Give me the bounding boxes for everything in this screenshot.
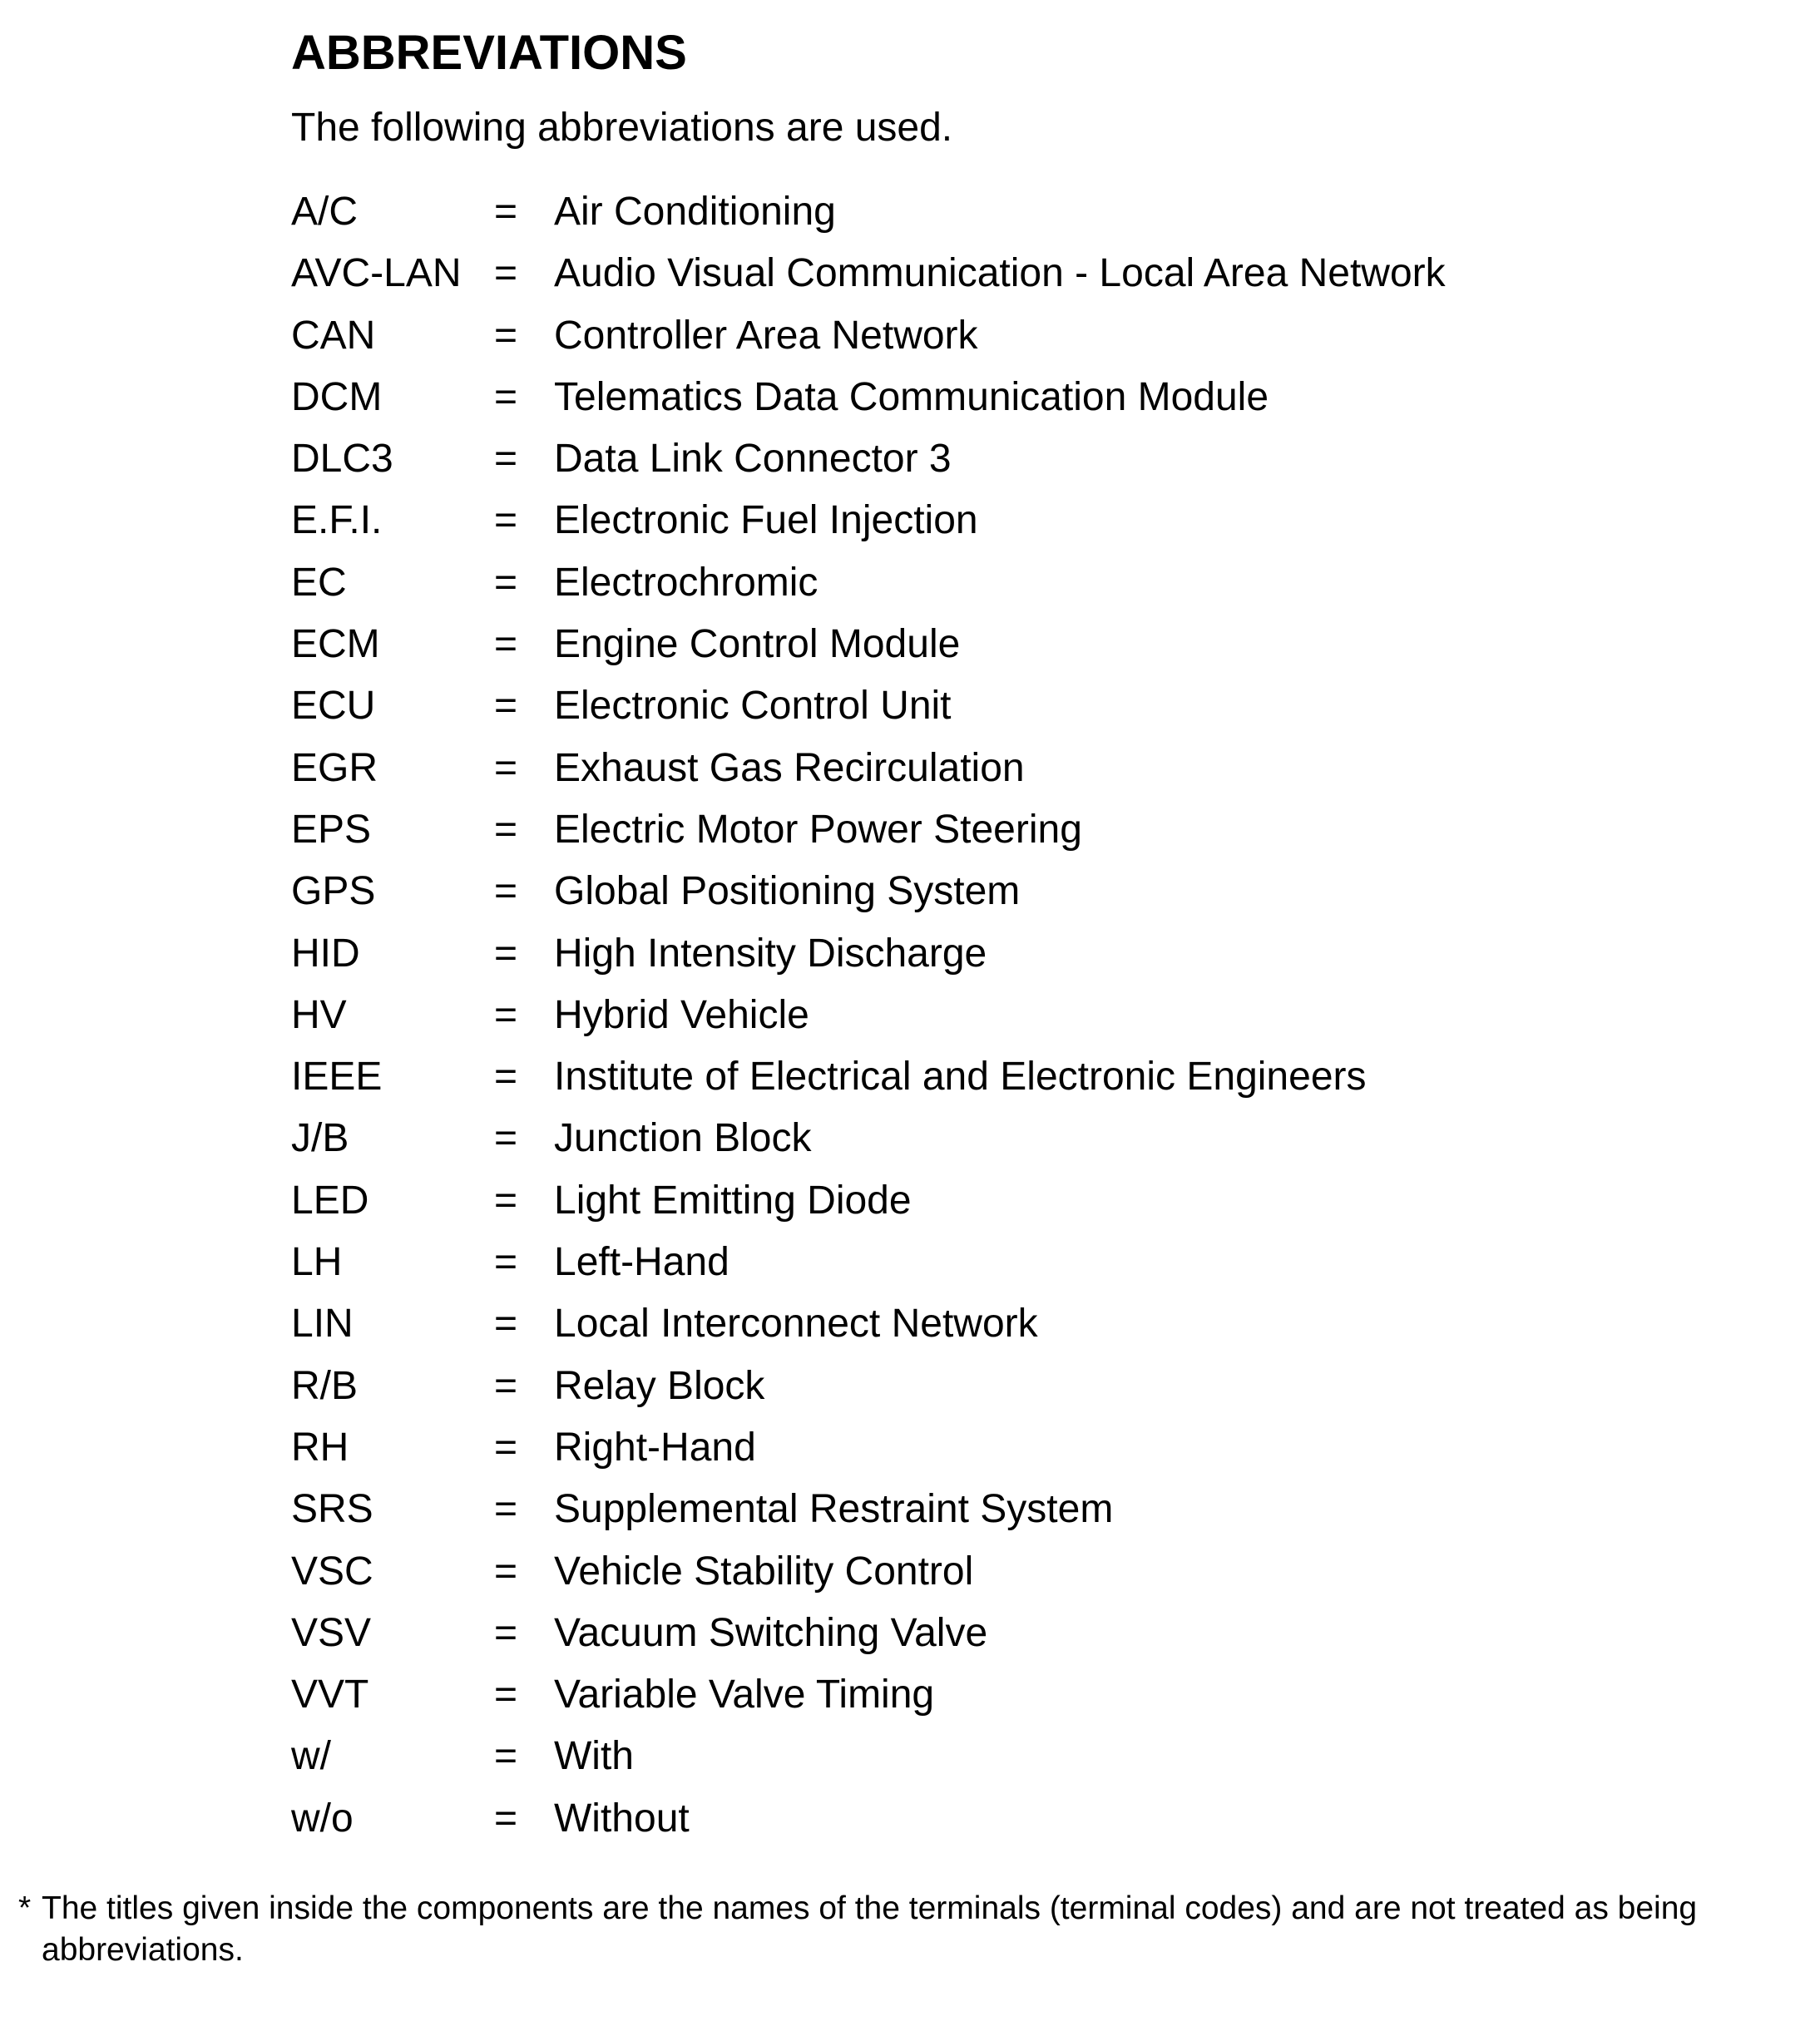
abbreviation-code: IEEE (291, 1055, 383, 1099)
abbreviation-code: R/B (291, 1363, 359, 1408)
abbreviation-meaning: Air Conditioning (554, 190, 836, 234)
equals-sign: = (494, 622, 518, 667)
abbreviation-row (291, 986, 1788, 1048)
abbreviation-meaning: Telematics Data Communication Module (554, 374, 1269, 419)
equals-sign: = (494, 1302, 518, 1347)
equals-sign: = (494, 869, 518, 914)
abbreviation-row (291, 1172, 1788, 1233)
abbreviation-row (291, 801, 1788, 862)
abbreviation-list (291, 183, 1788, 1851)
abbreviation-meaning: Data Link Connector 3 (554, 437, 952, 482)
equals-sign: = (494, 498, 518, 543)
equals-sign: = (494, 190, 518, 234)
equals-sign: = (494, 374, 518, 419)
abbreviation-meaning: Right-Hand (554, 1425, 756, 1470)
abbreviation-code: HV (291, 992, 347, 1037)
abbreviation-meaning: Local Interconnect Network (554, 1302, 1038, 1347)
abbreviation-row (291, 245, 1788, 306)
equals-sign: = (494, 1240, 518, 1285)
abbreviation-meaning: High Intensity Discharge (554, 931, 987, 976)
abbreviation-meaning: Global Positioning System (554, 869, 1021, 914)
abbreviation-row (291, 1357, 1788, 1419)
abbreviation-meaning: Controller Area Network (554, 313, 978, 358)
equals-sign: = (494, 684, 518, 729)
abbreviation-row (291, 1727, 1788, 1789)
equals-sign: = (494, 1425, 518, 1470)
abbreviation-code: VVT (291, 1673, 369, 1717)
abbreviation-meaning: Variable Valve Timing (554, 1673, 935, 1717)
abbreviation-row (291, 1666, 1788, 1727)
abbreviation-meaning: Institute of Electrical and Electronic Engineers (554, 1055, 1367, 1099)
abbreviation-row (291, 1419, 1788, 1480)
equals-sign: = (494, 251, 518, 296)
abbreviation-row (291, 1604, 1788, 1666)
intro-text: The following abbreviations are used. (291, 106, 953, 150)
equals-sign: = (494, 560, 518, 605)
abbreviation-meaning: Relay Block (554, 1363, 765, 1408)
abbreviation-meaning: Vehicle Stability Control (554, 1549, 974, 1594)
abbreviation-meaning: Exhaust Gas Recirculation (554, 745, 1025, 790)
abbreviation-row (291, 1109, 1788, 1171)
abbreviation-row (291, 492, 1788, 553)
abbreviation-meaning: Electronic Fuel Injection (554, 498, 978, 543)
abbreviation-code: w/ (291, 1734, 331, 1779)
equals-sign: = (494, 1734, 518, 1779)
equals-sign: = (494, 1673, 518, 1717)
equals-sign: = (494, 1178, 518, 1223)
abbreviation-code: J/B (291, 1116, 349, 1161)
abbreviation-meaning: With (554, 1734, 634, 1779)
abbreviation-code: SRS (291, 1487, 373, 1532)
abbreviation-row (291, 862, 1788, 924)
equals-sign: = (494, 1116, 518, 1161)
footnote (18, 1888, 1798, 1971)
abbreviation-code: VSV (291, 1610, 372, 1655)
abbreviation-row (291, 183, 1788, 245)
equals-sign: = (494, 931, 518, 976)
footnote-asterisk: * (18, 1890, 32, 1926)
equals-sign: = (494, 1549, 518, 1594)
abbreviation-meaning: Light Emitting Diode (554, 1178, 912, 1223)
abbreviation-code: GPS (291, 869, 376, 914)
page-heading: ABBREVIATIONS (291, 26, 687, 80)
equals-sign: = (494, 807, 518, 852)
abbreviation-row (291, 1295, 1788, 1356)
abbreviation-meaning: Supplemental Restraint System (554, 1487, 1114, 1532)
abbreviation-row (291, 739, 1788, 801)
equals-sign: = (494, 1363, 518, 1408)
equals-sign: = (494, 1487, 518, 1532)
equals-sign: = (494, 1796, 518, 1841)
abbreviation-meaning: Left-Hand (554, 1240, 729, 1285)
abbreviation-meaning: Hybrid Vehicle (554, 992, 809, 1037)
abbreviation-row (291, 1233, 1788, 1295)
abbreviation-code: LED (291, 1178, 369, 1223)
abbreviation-code: VSC (291, 1549, 373, 1594)
abbreviation-meaning: Junction Block (554, 1116, 812, 1161)
equals-sign: = (494, 437, 518, 482)
abbreviation-row (291, 1543, 1788, 1604)
equals-sign: = (494, 313, 518, 358)
equals-sign: = (494, 1610, 518, 1655)
equals-sign: = (494, 745, 518, 790)
abbreviation-row (291, 1480, 1788, 1542)
abbreviation-meaning: Engine Control Module (554, 622, 961, 667)
abbreviation-row (291, 554, 1788, 615)
equals-sign: = (494, 1055, 518, 1099)
abbreviation-code: DLC3 (291, 437, 393, 482)
abbreviation-code: DCM (291, 374, 383, 419)
abbreviation-row (291, 925, 1788, 986)
footnote-text: The titles given inside the components are the names of the terminals (terminal codes) and are not treated as being abbreviations. (42, 1890, 1698, 1968)
abbreviation-code: RH (291, 1425, 349, 1470)
abbreviation-row (291, 1790, 1788, 1851)
abbreviation-row (291, 430, 1788, 492)
abbreviation-meaning: Audio Visual Communication - Local Area Network (554, 251, 1446, 296)
abbreviation-meaning: Vacuum Switching Valve (554, 1610, 988, 1655)
abbreviation-code: E.F.I. (291, 498, 383, 543)
abbreviation-code: CAN (291, 313, 376, 358)
abbreviation-code: LH (291, 1240, 343, 1285)
abbreviation-code: w/o (291, 1796, 354, 1841)
abbreviation-row (291, 1048, 1788, 1109)
abbreviation-code: LIN (291, 1302, 354, 1347)
abbreviation-row (291, 677, 1788, 739)
abbreviation-meaning: Electrochromic (554, 560, 819, 605)
abbreviation-code: EPS (291, 807, 372, 852)
abbreviation-code: HID (291, 931, 360, 976)
abbreviation-code: ECU (291, 684, 376, 729)
abbreviation-row (291, 615, 1788, 677)
abbreviation-meaning: Electric Motor Power Steering (554, 807, 1082, 852)
abbreviation-code: AVC-LAN (291, 251, 462, 296)
abbreviation-row (291, 307, 1788, 368)
abbreviation-code: EC (291, 560, 347, 605)
abbreviation-code: EGR (291, 745, 378, 790)
equals-sign: = (494, 992, 518, 1037)
abbreviation-code: A/C (291, 190, 359, 234)
abbreviation-meaning: Electronic Control Unit (554, 684, 952, 729)
abbreviation-code: ECM (291, 622, 380, 667)
abbreviation-row (291, 368, 1788, 430)
abbreviation-meaning: Without (554, 1796, 690, 1841)
